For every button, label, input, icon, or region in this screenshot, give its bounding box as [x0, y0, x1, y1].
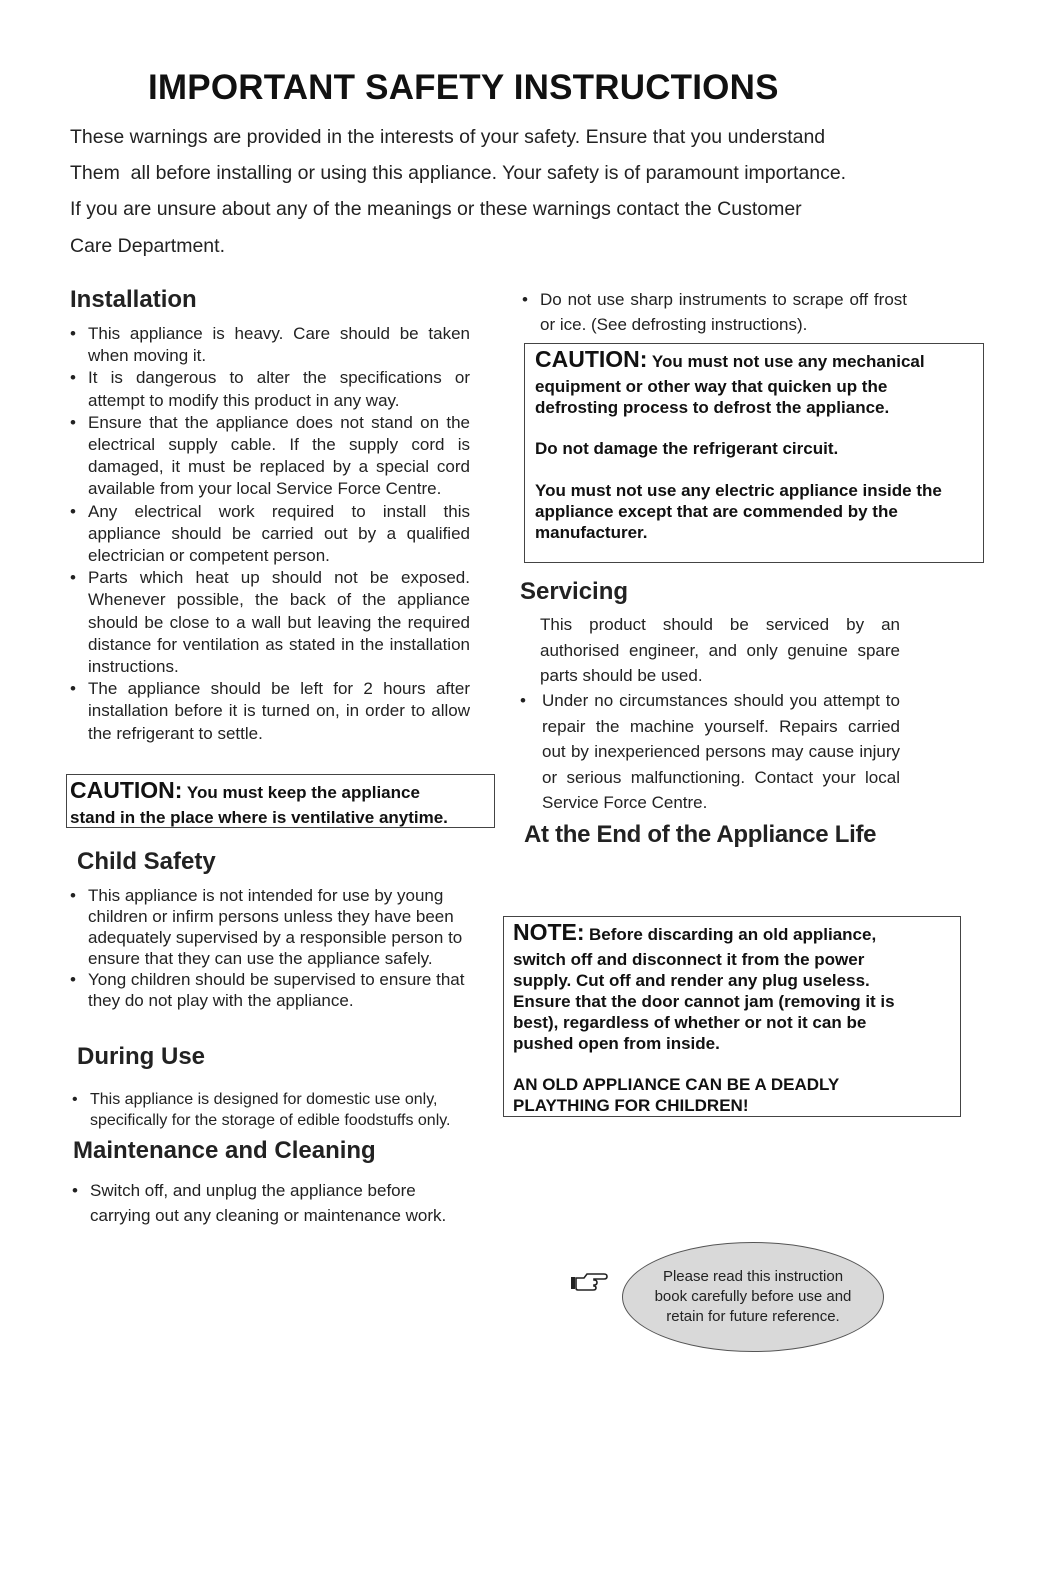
installation-list	[70, 323, 470, 745]
servicing-intro: This product should be serviced by an authorised engineer, and only genuine spare parts should be used.	[540, 615, 900, 685]
note-text: Before discarding an old appliance,	[589, 925, 877, 944]
maintenance-list	[72, 1178, 457, 1228]
list-item: • It is dangerous to alter the specifications or attempt to modify this product in any way.	[70, 367, 470, 411]
intro-line: Them all before installing or using this appliance. Your safety is of paramount importance.	[70, 162, 847, 184]
note-warning: AN OLD APPLIANCE CAN BE A DEADLY PLAYTHING FOR CHILDREN!	[513, 1075, 839, 1115]
intro-line: Care Department.	[70, 235, 225, 257]
list-item: • Switch off, and unplug the appliance before carrying out any cleaning or maintenance work.	[72, 1178, 457, 1228]
intro-line: If you are unsure about any of the meanings or these warnings contact the Customer	[70, 198, 802, 220]
caution-text: equipment or other way that quicken up the defrosting process to defrost the appliance.	[535, 377, 890, 417]
servicing-heading: Servicing	[520, 578, 629, 605]
intro-line: These warnings are provided in the interests of your safety. Ensure that you understand	[70, 126, 826, 148]
installation-caution-box	[66, 774, 495, 828]
servicing-list	[520, 688, 900, 816]
defrost-caution-box	[524, 343, 984, 563]
caution-label: CAUTION:	[70, 777, 183, 803]
caution-text: You must keep the appliance	[186, 783, 420, 802]
list-item: • Yong children should be supervised to ensure that they do not play with the appliance.	[70, 969, 492, 1011]
list-item: • Any electrical work required to install this appliance should be carried out by a qualified electrician or competent person.	[70, 501, 470, 568]
maintenance-heading: Maintenance and Cleaning	[73, 1137, 376, 1164]
installation-heading: Installation	[70, 286, 197, 313]
note-label: NOTE:	[513, 919, 585, 945]
right-top-list	[522, 287, 907, 337]
caution-label: CAUTION:	[535, 346, 648, 372]
list-item: • Do not use sharp instruments to scrape off frost or ice. (See defrosting instructions).	[522, 287, 907, 337]
caution-text: You must not use any electric appliance inside the appliance except that are commended by the manufacturer.	[535, 481, 942, 542]
reference-text: Please read this instruction book carefully before use and retain for future reference.	[654, 1268, 852, 1325]
page-title: IMPORTANT SAFETY INSTRUCTIONS	[148, 68, 779, 107]
list-item: • Under no circumstances should you attempt to repair the machine yourself. Repairs carried out by inexperienced persons may cause injury or serious malfunctioning. Contact your local Service Force Centre.	[520, 688, 900, 816]
end-of-life-heading: At the End of the Appliance Life	[524, 821, 877, 848]
caution-text: You must not use any mechanical	[651, 352, 925, 371]
caution-text: stand in the place where is ventilative anytime.	[70, 808, 448, 827]
during-use-list	[72, 1089, 472, 1131]
child-safety-list	[70, 885, 492, 1011]
note-box	[503, 916, 961, 1117]
reference-oval	[622, 1242, 884, 1352]
list-item: • Ensure that the appliance does not stand on the electrical supply cable. If the supply cord is damaged, it must be replaced by a special cord available from your local Service Force Centre.	[70, 412, 470, 501]
pointing-hand-icon	[570, 1270, 610, 1294]
list-item: • This appliance is not intended for use by young children or infirm persons unless they have been adequately supervised by a responsible person to ensure that they can use the appliance safely.	[70, 885, 492, 969]
during-use-heading: During Use	[77, 1043, 206, 1070]
list-item: • This appliance is designed for domestic use only, specifically for the storage of edible foodstuffs only.	[72, 1089, 472, 1131]
list-item: • This appliance is heavy. Care should be taken when moving it.	[70, 323, 470, 367]
child-safety-heading: Child Safety	[77, 848, 216, 875]
caution-text: Do not damage the refrigerant circuit.	[535, 439, 839, 458]
note-text: switch off and disconnect it from the power supply. Cut off and render any plug useless. Ensure that the door cannot jam (removing it is best), regardless of whether or not it can be pushed open from inside.	[513, 950, 895, 1053]
list-item: • Parts which heat up should not be exposed. Whenever possible, the back of the appliance should be close to a wall but leaving the required distance for ventilation as stated in the installation instructions.	[70, 567, 470, 678]
list-item: • The appliance should be left for 2 hours after installation before it is turned on, in order to allow the refrigerant to settle.	[70, 678, 470, 745]
